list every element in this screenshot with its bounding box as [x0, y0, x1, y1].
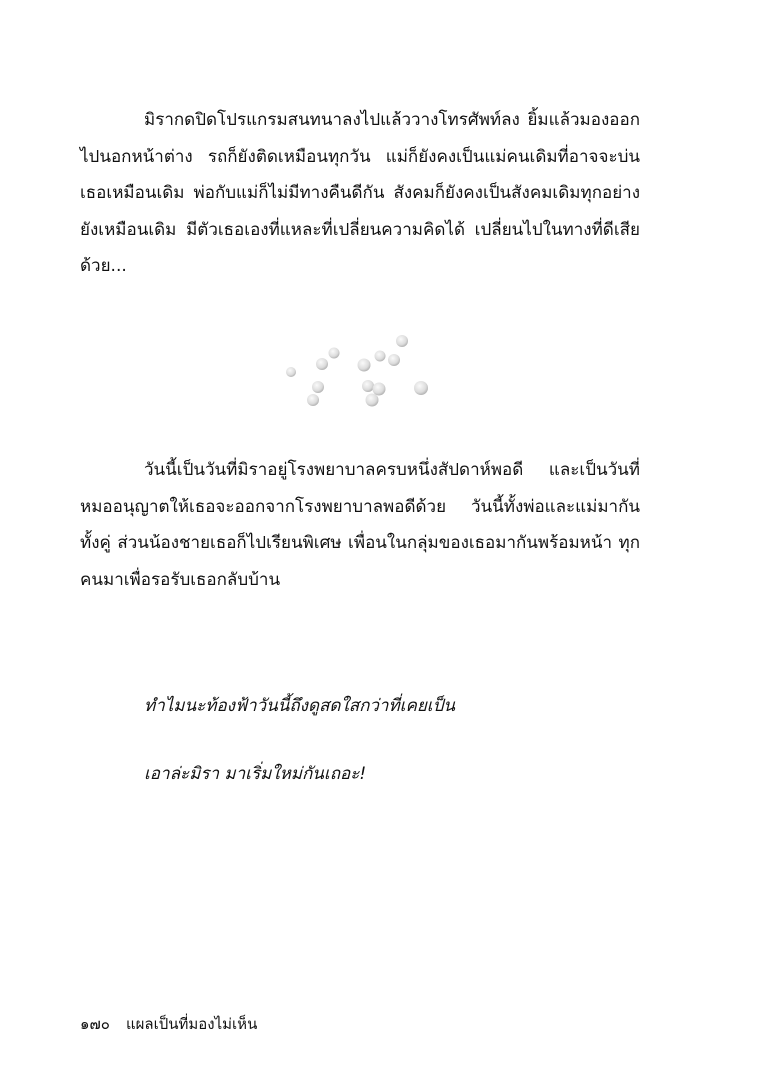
italic-thought-line-2: เอาล่ะมิรา มาเริ่มใหม่กันเถอะ!	[144, 764, 367, 784]
page-footer	[80, 1012, 273, 1036]
running-title: แผลเป็นที่มองไม่เห็น	[125, 1015, 258, 1033]
body-paragraph-1: มิรากดปิดโปรแกรมสนทนาลงไปแล้ววางโทรศัพท์ลง ยิ้มแล้วมองออกไปนอกหน้าต่าง รถก็ยังติดเหมือนทุกวัน แม่ก็ยังคงเป็นแม่คนเดิมที่อาจจะบ่นเธอเหมือนเดิม พ่อกับแม่ก็ไม่มีทางคืนดีกัน สังคมก็ยังคงเป็นสังคมเดิมทุกอย่างยังเหมือนเดิม มีตัวเธอเองที่แหละที่เปลี่ยนความคิดได้ เปลี่ยนไปในทางที่ดีเสียด้วย...	[80, 110, 640, 276]
scattered-pills-decoration	[280, 328, 440, 418]
italic-thought-line-1: ทำไมนะท้องฟ้าวันนี้ถึงดูสดใสกว่าที่เคยเป็น	[144, 696, 456, 716]
body-paragraph-2: วันนี้เป็นวันที่มิราอยู่โรงพยาบาลครบหนึ่งสัปดาห์พอดี และเป็นวันที่หมออนุญาตให้เธอจะออกจากโรงพยาบาลพอดีด้วย วันนี้ทั้งพ่อและแม่มากันทั้งคู่ ส่วนน้องชายเธอก็ไปเรียนพิเศษ เพื่อนในกลุ่มของเธอมากันพร้อมหน้า ทุกคนมาเพื่อรอรับเธอกลับบ้าน	[80, 460, 640, 590]
page-number: ๑๗๐	[80, 1015, 110, 1033]
